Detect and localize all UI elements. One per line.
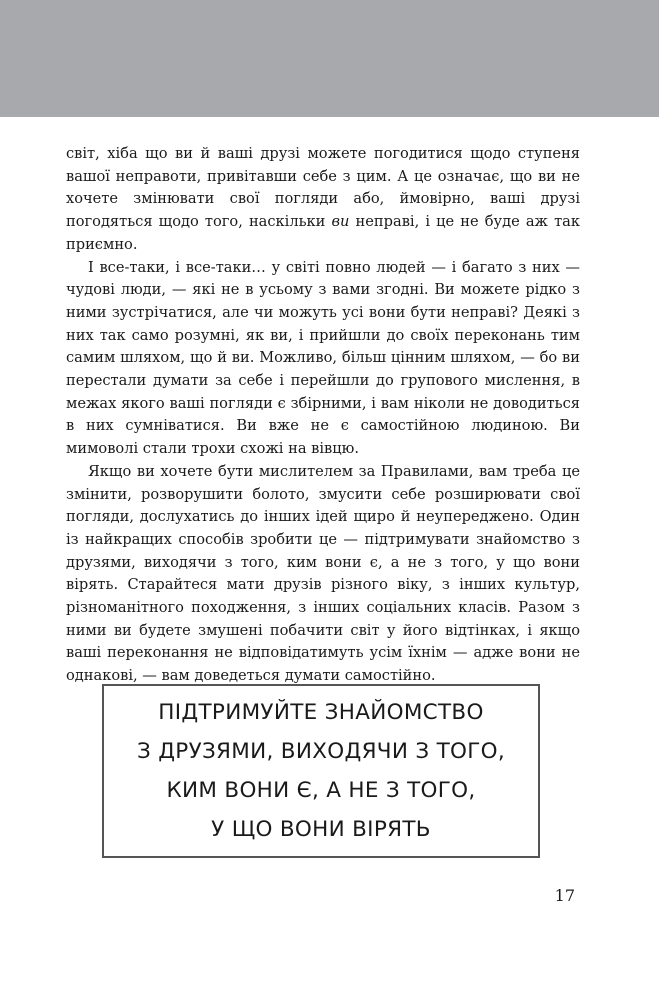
pullquote-line: З ДРУЗЯМИ, ВИХОДЯЧИ З ТОГО, (136, 739, 506, 764)
body-text (66, 143, 580, 688)
pullquote-box (102, 684, 540, 858)
pullquote-line: У ЩО ВОНИ ВІРЯТЬ (211, 817, 431, 842)
header-band (0, 0, 659, 117)
paragraph-3: Якщо ви хочете бути мислителем за Правилами, вам треба це змінити, розворушити болото, змусити себе розширювати свої погляди, дослухатись до інших ідей щиро й неупереджено. Один із найкращих способів зробити це — підтримувати знайомство з друзями, виходячи з того, ким вони є, а не з того, у що вони вірять. Старайтеся мати друзів різного віку, з інших культур, різноманітного походження, з інших соціальних класів. Разом з ними ви будете змушені побачити світ у його відтінках, і якщо ваші переконання не відповідатимуть усім їхнім — адже вони не однакові, — вам доведеться думати самостійно. (66, 462, 580, 685)
emphasis-word: ви (331, 213, 350, 231)
paragraph-2: І все-таки, і все-таки… у світі повно людей — і багато з них — чудові люди, — які не в усьому з вами згодні. Ви можете рідко з ними зустрічатися, але чи можуть усі вони бути неправі? Деякі з них так само розумні, як ви, і прийшли до своїх переконань тим самим шляхом, що й ви. Можливо, більш цінним шляхом, — бо ви перестали думати за себе і перейшли до групового мислення, в межах якого ваші погляди є збірними, і вам ніколи не доводиться в них сумніватися. Ви вже не є самостійною людиною. Ви мимоволі стали трохи схожі на вівцю. (66, 258, 580, 458)
pullquote-line: КИМ ВОНИ Є, А НЕ З ТОГО, (166, 778, 476, 803)
paragraph-1: світ, хіба що ви й ваші друзі можете погодитися щодо ступеня вашої неправоти, привітавши себе з цим. А це означає, що ви не хочете змінювати свої погляди або, ймовірно, ваші друзі погодяться щодо того, наскільки ви неправі, і це не буде аж так приємно. (66, 145, 580, 253)
pullquote-line: ПІДТРИМУЙТЕ ЗНАЙОМСТВО (158, 700, 484, 725)
page-number: 17 (554, 886, 575, 905)
